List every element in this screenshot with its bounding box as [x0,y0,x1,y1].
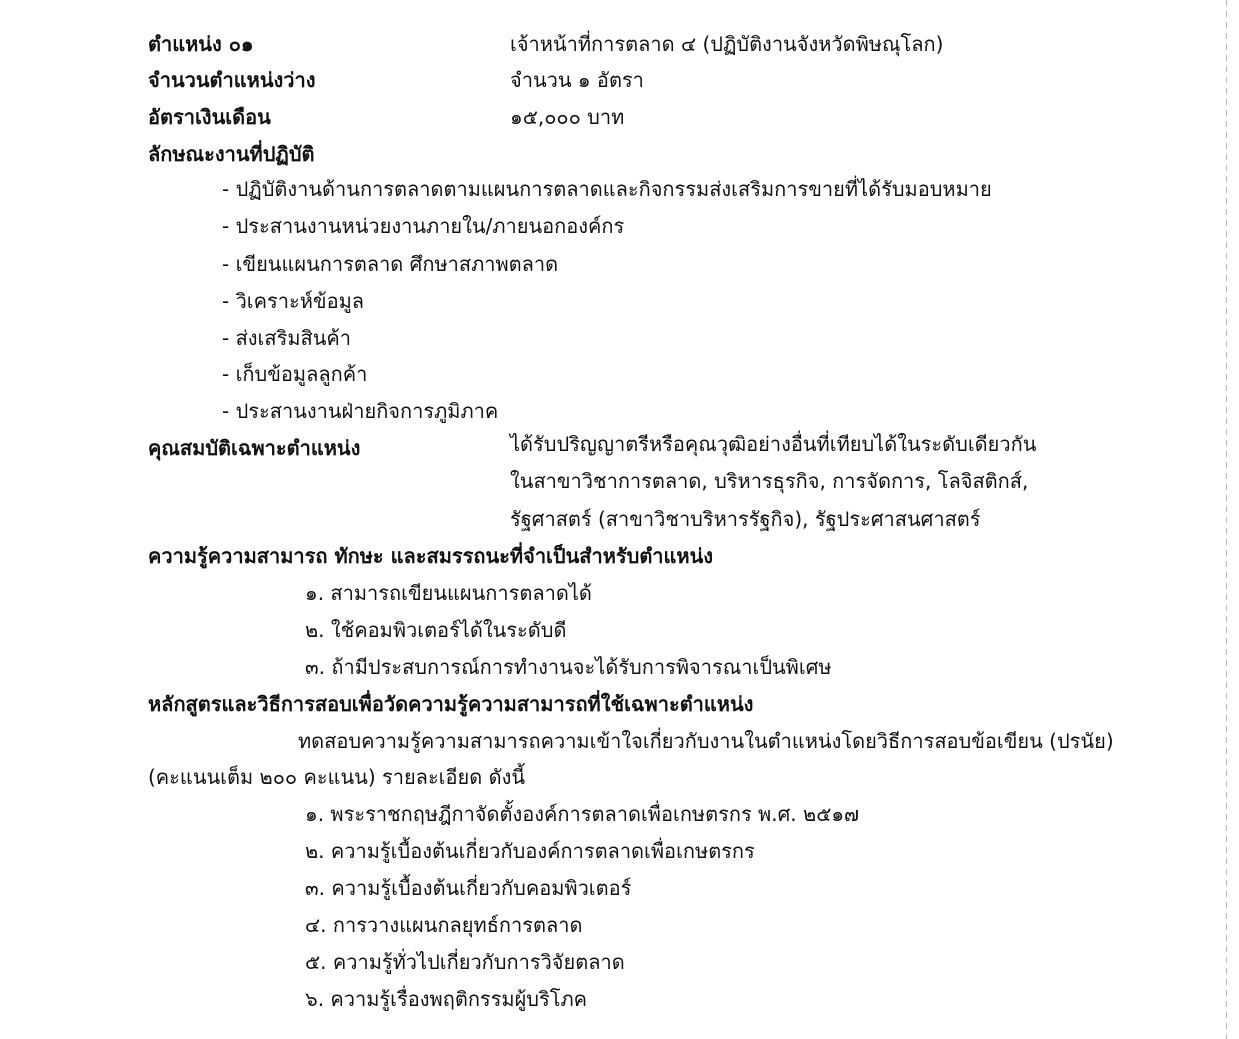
skills-heading: ความรู้ความสามารถ ทักษะ และสมรรถนะที่จำเป็นสำหรับตำแหน่ง [148,544,714,568]
duty-item: - วิเคราะห์ข้อมูล [222,289,365,313]
duty-item: - ส่งเสริมสินค้า [222,326,352,350]
duty-item: - ปฏิบัติงานด้านการตลาดตามแผนการตลาดและกิจกรรมส่งเสริมการขายที่ได้รับมอบหมาย [222,177,992,201]
duty-item: - ประสานงานฝ่ายกิจการภูมิภาค [222,399,499,423]
exam-item: ๑. พระราชกฤษฎีกาจัดตั้งองค์การตลาดเพื่อเกษตรกร พ.ศ. ๒๕๑๗ [305,802,860,826]
qualification-line: รัฐศาสตร์ (สาขาวิชาบริหารรัฐกิจ), รัฐประศาสนศาสตร์ [510,507,981,531]
position-value: เจ้าหน้าที่การตลาด ๔ (ปฏิบัติงานจังหวัดพิษณุโลก) [510,32,944,56]
duty-item: - เขียนแผนการตลาด ศึกษาสภาพตลาด [222,252,559,276]
exam-item: ๕. ความรู้ทั่วไปเกี่ยวกับการวิจัยตลาด [305,950,625,974]
scan-edge-divider [1226,0,1227,1039]
exam-item: ๔. การวางแผนกลยุทธ์การตลาด [305,913,583,937]
duty-item: - ประสานงานหน่วยงานภายใน/ภายนอกองค์กร [222,214,625,238]
skill-item: ๑. สามารถเขียนแผนการตลาดได้ [305,581,592,605]
vacancy-value: จำนวน ๑ อัตรา [510,68,644,92]
salary-value: ๑๕,๐๐๐ บาท [510,105,625,129]
salary-label: อัตราเงินเดือน [148,105,271,129]
duty-item: - เก็บข้อมูลลูกค้า [222,362,368,386]
vacancy-label: จำนวนตำแหน่งว่าง [148,68,316,92]
duties-heading: ลักษณะงานที่ปฏิบัติ [148,142,315,166]
exam-item: ๖. ความรู้เรื่องพฤติกรรมผู้บริโภค [305,987,588,1011]
exam-intro-line-2: (คะแนนเต็ม ๒๐๐ คะแนน) รายละเอียด ดังนี้ [148,765,526,789]
qualification-line: ในสาขาวิชาการตลาด, บริหารธุรกิจ, การจัดการ, โลจิสติกส์, [510,469,1029,493]
exam-item: ๒. ความรู้เบื้องต้นเกี่ยวกับองค์การตลาดเพื่อเกษตรกร [305,839,755,863]
skill-item: ๓. ถ้ามีประสบการณ์การทำงานจะได้รับการพิจารณาเป็นพิเศษ [305,655,832,679]
exam-item: ๓. ความรู้เบื้องต้นเกี่ยวกับคอมพิวเตอร์ [305,876,632,900]
qualifications-heading: คุณสมบัติเฉพาะตำแหน่ง [148,436,361,460]
skill-item: ๒. ใช้คอมพิวเตอร์ได้ในระดับดี [305,618,567,642]
exam-intro-line-1: ทดสอบความรู้ความสามารถความเข้าใจเกี่ยวกับงานในตำแหน่งโดยวิธีการสอบข้อเขียน (ปรนัย) [298,729,1114,753]
qualification-line: ได้รับปริญญาตรีหรือคุณวุฒิอย่างอื่นที่เทียบได้ในระดับเดียวกัน [510,432,1037,456]
exam-heading: หลักสูตรและวิธีการสอบเพื่อวัดความรู้ความสามารถที่ใช้เฉพาะตำแหน่ง [148,692,754,716]
position-label: ตำแหน่ง ๐๑ [148,32,254,56]
